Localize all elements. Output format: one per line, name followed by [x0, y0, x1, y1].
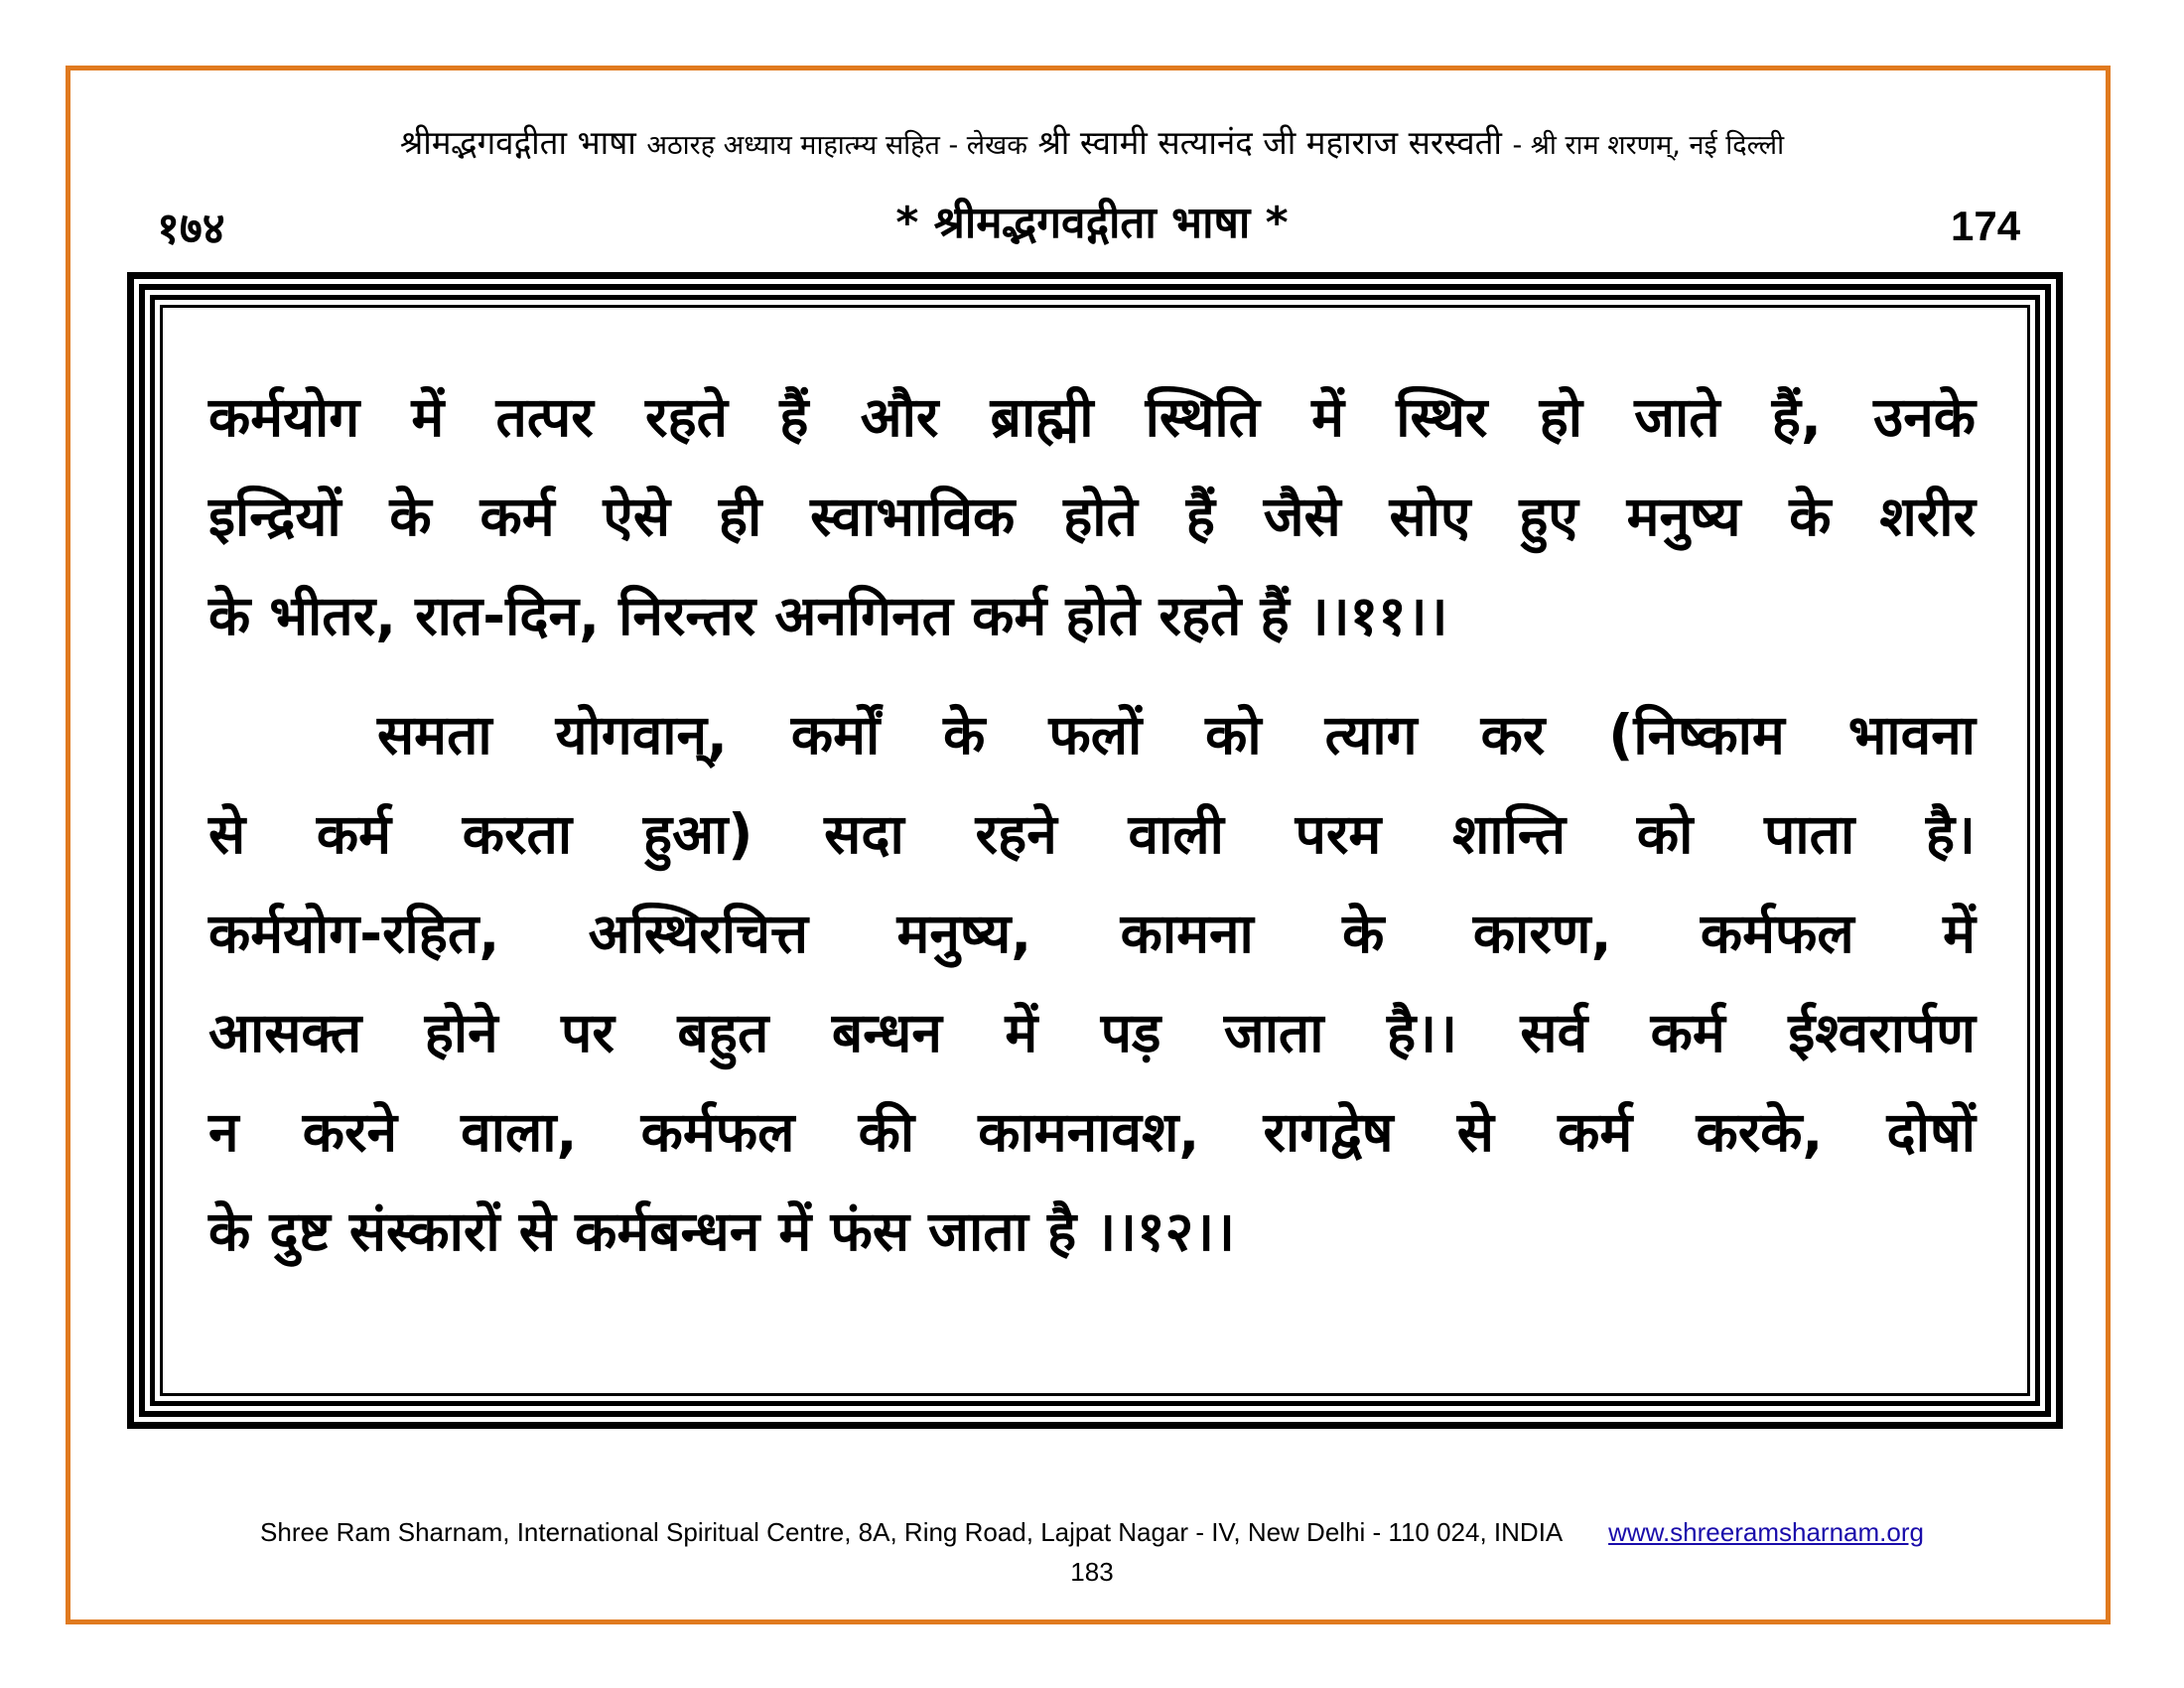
text-line: समता योगवान्, कर्मों के फलों को त्याग कर (निष्काम भावना	[377, 703, 1976, 767]
text-line: आसक्त होने पर बहुत बन्धन में पड़ जाता है।। सर्व कर्म ईश्वरार्पण	[208, 1001, 1976, 1064]
header-subtitle: अठारह अध्याय माहात्म्य सहित - लेखक	[646, 130, 1027, 161]
text-line: इन्द्रियों के कर्म ऐसे ही स्वाभाविक होते हैं जैसे सोए हुए मनुष्य के शरीर	[208, 485, 1976, 548]
text-line: के दुष्ट संस्कारों से कर्मबन्धन में फंस जाता है ।।१२।।	[208, 1199, 1235, 1263]
header-title: श्रीमद्भगवद्गीता भाषा	[399, 123, 636, 162]
footer-address: Shree Ram Sharnam, International Spiritual Centre, 8A, Ring Road, Lajpat Nagar - IV, New Delhi - 110 024, INDIA	[260, 1517, 1562, 1547]
text-line: से कर्म करता हुआ) सदा रहने वाली परम शान्ति को पाता है।	[208, 802, 1976, 866]
verse-text	[208, 367, 1976, 1281]
text-line: कर्मयोग में तत्पर रहते हैं और ब्राह्मी स्थिति में स्थिर हो जाते हैं, उनके	[208, 385, 1976, 449]
book-page-number: 174	[1951, 203, 2021, 249]
text-line: न करने वाला, कर्मफल की कामनावश, रागद्वेष से कर्म करके, दोषों	[208, 1100, 1976, 1164]
running-title: * श्रीमद्भगवद्गीता भाषा *	[895, 198, 1289, 248]
header-author: श्री स्वामी सत्यानंद जी महाराज सरस्वती	[1037, 123, 1502, 162]
document-header	[0, 119, 2184, 164]
book-page-number-devanagari: १७४	[157, 204, 225, 254]
footer	[0, 1517, 2184, 1548]
header-publisher: - श्री राम शरणम्, नई दिल्ली	[1512, 130, 1785, 161]
text-line: कर्मयोग-रहित, अस्थिरचित्त मनुष्य, कामना के कारण, कर्मफल में	[208, 902, 1976, 965]
website-link[interactable]: www.shreeramsharnam.org	[1608, 1517, 1924, 1547]
text-line: के भीतर, रात-दिन, निरन्तर अनगिनत कर्म होते रहते हैं ।।११।।	[208, 584, 1448, 647]
footer-page-number: 183	[1070, 1557, 1114, 1587]
